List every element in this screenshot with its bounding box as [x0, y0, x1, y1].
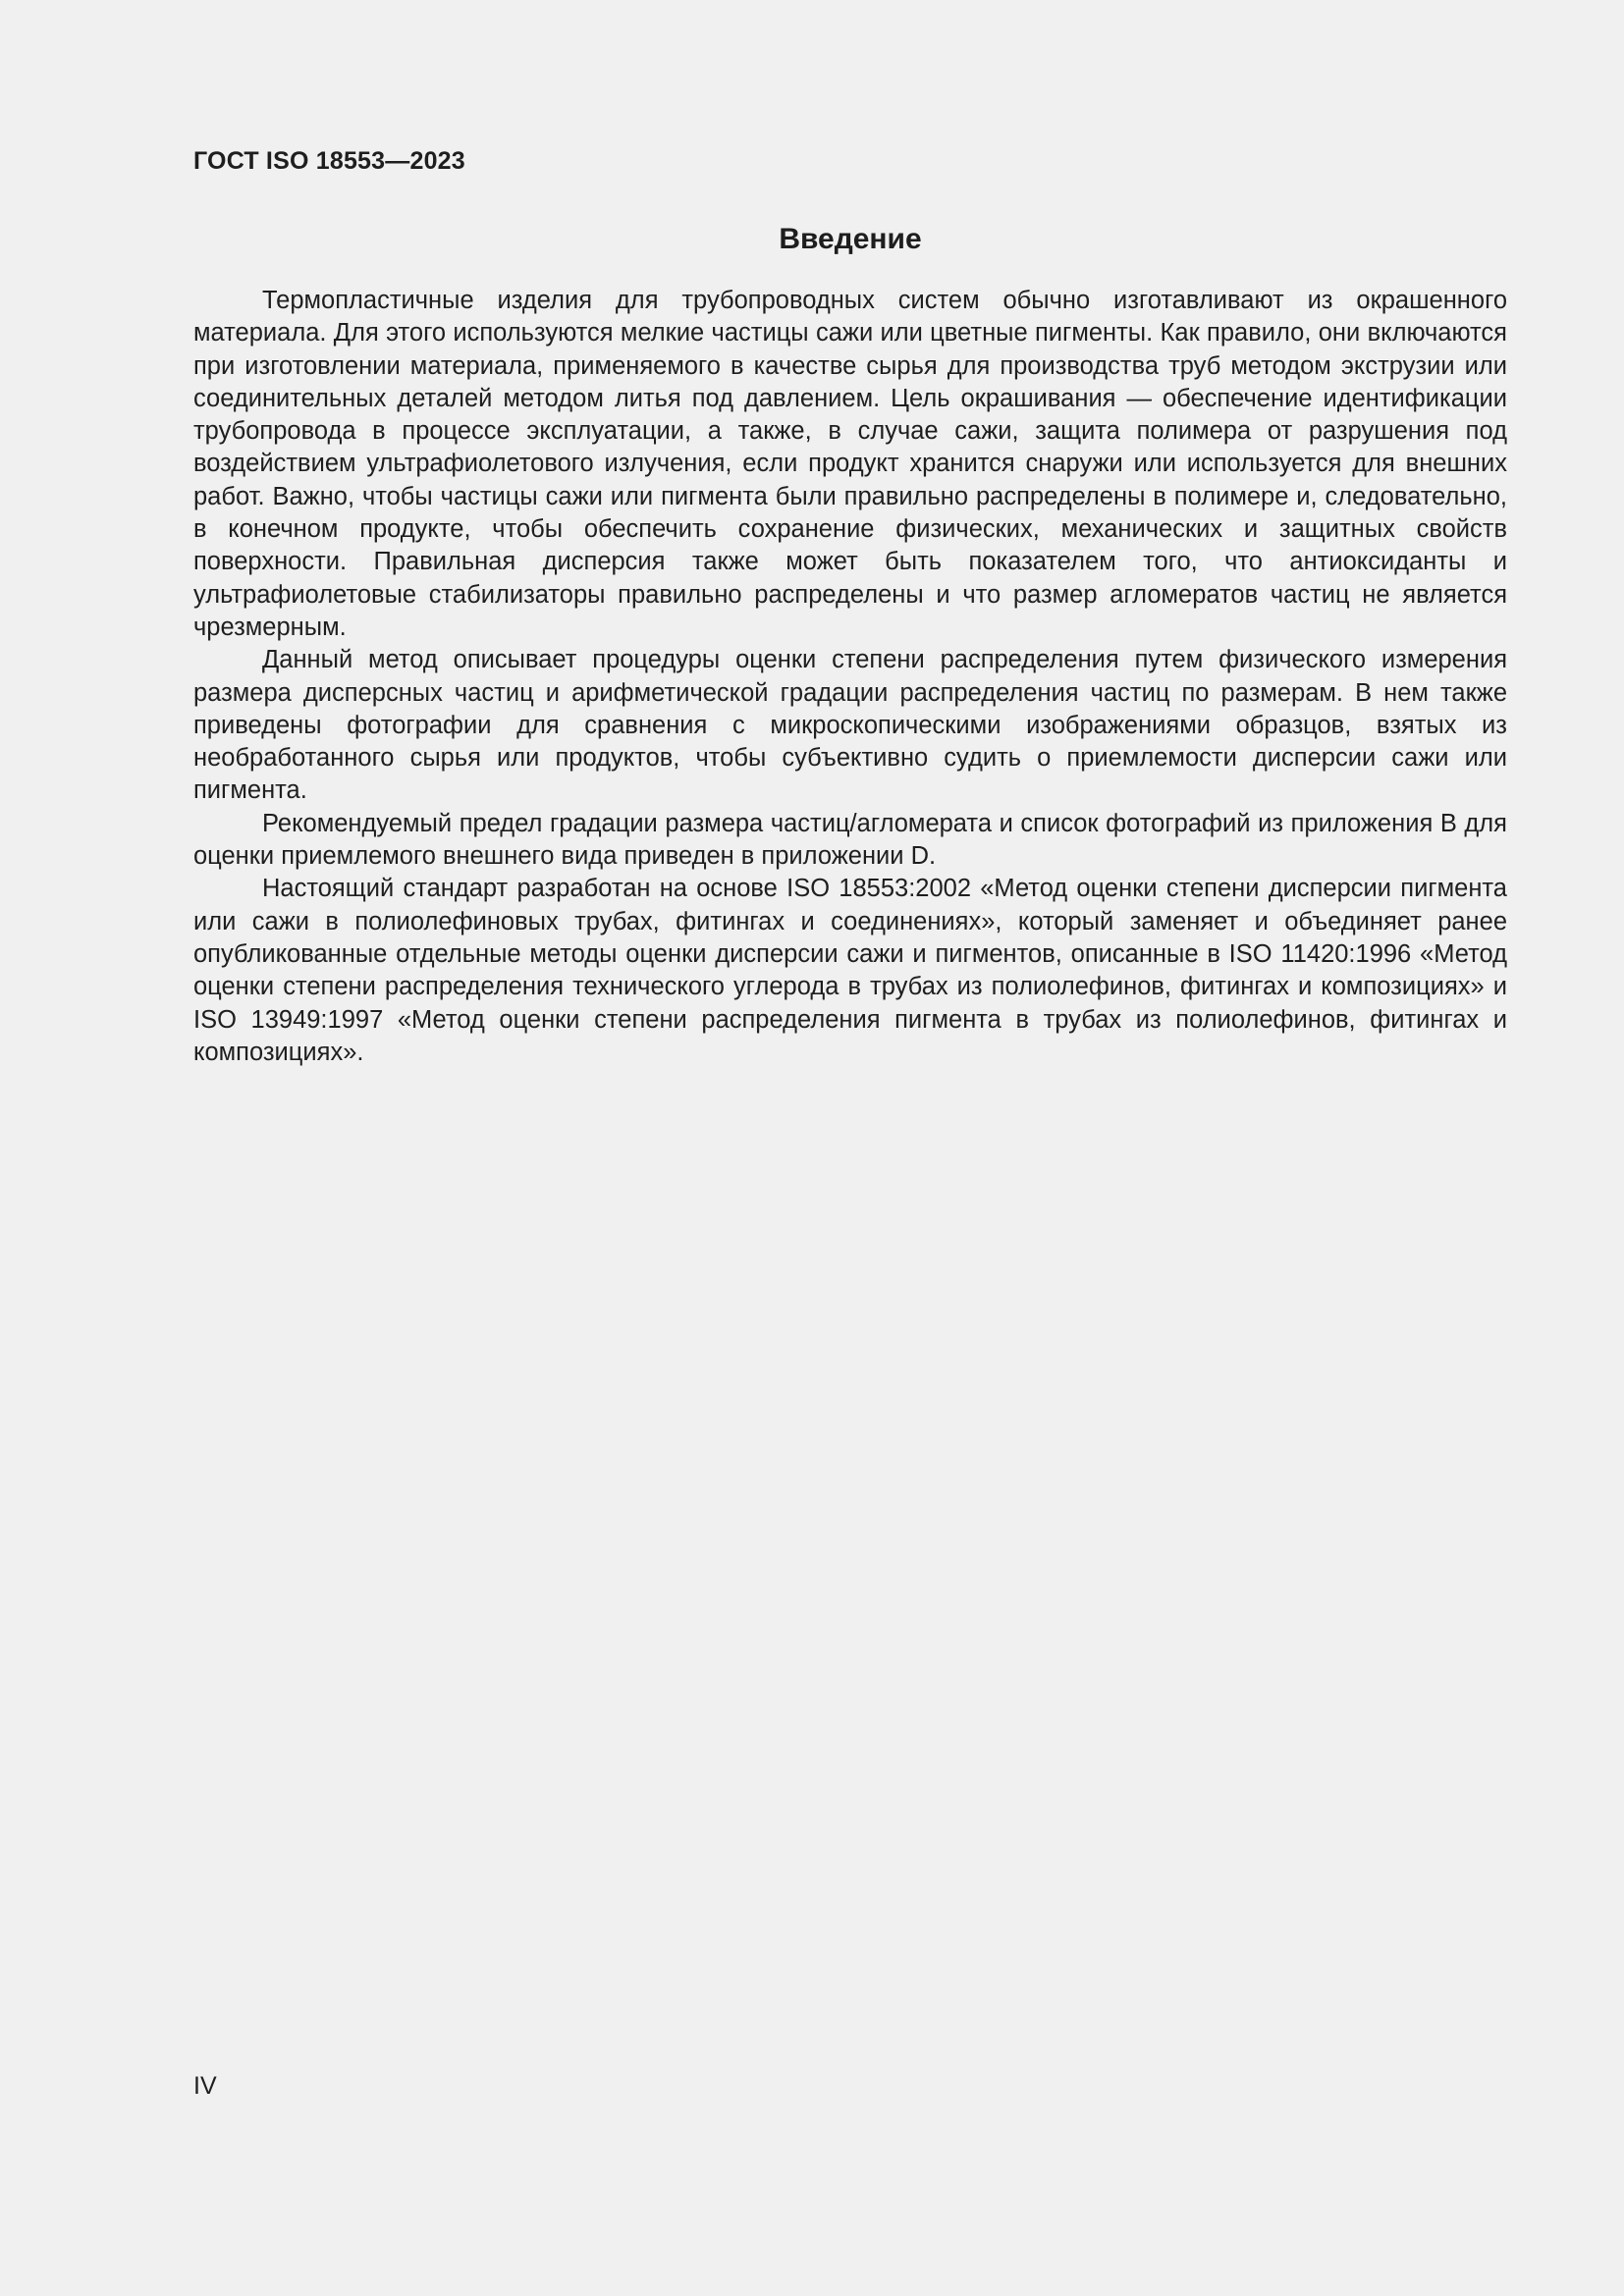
- document-code: ГОСТ ISO 18553—2023: [193, 147, 465, 175]
- paragraph: Настоящий стандарт разработан на основе ISO 18553:2002 «Метод оценки степени дисперсии пигмента или сажи в полиолефиновых трубах, фитингах и соединениях», который заменяет и объединяет ранее опубликованные отдельные методы оценки дисперсии сажи и пигментов, описанные в ISO 11420:1996 «Метод оценки степени распределения технического углерода в трубах из полиолефинов, фитингах и композициях» и ISO 13949:1997 «Метод оценки степени распределения пигмента в трубах из полиолефинов, фитингах и композициях».: [193, 875, 1507, 1066]
- page-number: IV: [193, 2072, 217, 2100]
- paragraph: Термопластичные изделия для трубопроводных систем обычно изготавливают из окрашенного материала. Для этого используются мелкие частицы сажи или цветные пигменты. Как правило, они включаются при изготовлении материала, применяемого в качестве сырья для производства труб методом экструзии или соединительных деталей методом литья под давлением. Цель окрашивания — обеспечение идентификации трубопровода в процессе эксплуатации, а также, в случае сажи, защита полимера от разрушения под воздействием ультрафиолетового излучения, если продукт хранится снаружи или используется для внешних работ. Важно, чтобы частицы сажи или пигмента были правильно распределены в полимере и, следовательно, в конечном продукте, чтобы обеспечить сохранение физических, механических и защитных свойств поверхности. Правильная дисперсия также может быть показателем того, что антиоксиданты и ультрафиолетовые стабилизаторы правильно распределены и что размер агломератов частиц не является чрезмерным.: [193, 287, 1507, 641]
- paragraph: Рекомендуемый предел градации размера частиц/агломерата и список фотографий из приложения В для оценки приемлемого внешнего вида приведен в приложении D.: [193, 809, 1507, 871]
- section-body: [193, 285, 1507, 1069]
- paragraph: Данный метод описывает процедуры оценки степени распределения путем физического измерения размера дисперсных частиц и арифметической градации распределения частиц по размерам. В нем также приведены фотографии для сравнения с микроскопическими изображениями образцов, взятых из необработанного сырья или продуктов, чтобы субъективно судить о приемлемости дисперсии сажи или пигмента.: [193, 646, 1507, 805]
- section-title: Введение: [779, 223, 922, 255]
